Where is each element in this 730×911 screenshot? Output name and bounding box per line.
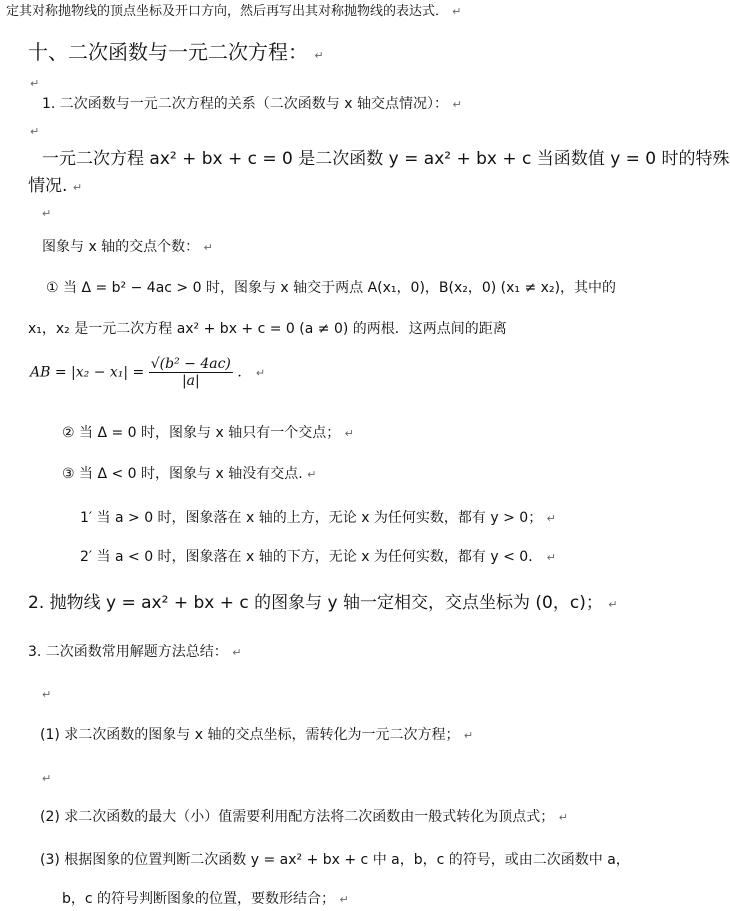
subcase-text: 2′ 当 a < 0 时，图象落在 x 轴的下方，无论 x 为任何实数，都有 y < 0． [80,549,543,565]
subcase-line [80,546,556,566]
return-mark-icon: ↵ [608,598,618,611]
blank-line [42,683,51,702]
text-line [6,0,461,19]
paragraph-text: 图象与 x 轴的交点个数： [42,239,200,255]
return-mark-icon: ↵ [255,366,266,380]
paragraph-line [42,236,213,256]
paragraph-text: 情况. [28,176,68,196]
section-heading [28,36,324,65]
return-mark-icon: ↵ [546,512,556,525]
case-text: ③ 当 Δ < 0 时，图象与 x 轴没有交点. [62,466,303,482]
method-text: b，c 的符号判断图象的位置，要数形结合； [62,891,336,907]
subheading-text: 3. 二次函数常用解题方法总结： [28,644,228,660]
return-mark-icon: ↵ [42,772,52,785]
method-text: (2) 求二次函数的最大（小）值需要利用配方法将二次函数由一般式转化为顶点式； [40,809,555,825]
formula-fraction [149,356,233,389]
blank-line [30,120,39,139]
return-mark-icon: ↵ [30,125,40,138]
return-mark-icon: ↵ [463,729,474,742]
method-text: (3) 根据图象的位置判断二次函数 y = ax² + bx + c 中 a，b，c 的符号，或由二次函数中 a， [40,852,630,868]
return-mark-icon: ↵ [72,181,83,194]
method-line [40,849,630,869]
subheading-text: 2. 抛物线 y = ax² + bx + c 的图象与 y 轴一定相交，交点坐标为 (0，c)； [28,593,603,613]
distance-formula [30,356,265,389]
return-mark-icon: ↵ [339,893,349,906]
method-line [40,724,473,744]
return-mark-icon: ↵ [307,468,317,481]
return-mark-icon: ↵ [30,77,40,90]
return-mark-icon: ↵ [203,241,213,254]
blank-line [42,767,51,786]
return-mark-icon: ↵ [42,688,52,701]
paragraph-text: 定其对称抛物线的顶点坐标及开口方向，然后再写出其对称抛物线的表达式． [6,4,449,19]
case-line [28,318,507,338]
subcase-text: 1′ 当 a > 0 时，图象落在 x 轴的上方，无论 x 为任何实数，都有 y > 0； [80,510,543,526]
paragraph-text: 一元二次方程 ax² + bx + c = 0 是二次函数 y = ax² + bx + c 当函数值 y = 0 时的特殊 [42,149,730,169]
case-line [62,422,354,442]
case-text: x₁，x₂ 是一元二次方程 ax² + bx + c = 0 (a ≠ 0) 的两根．这两点间的距离 [28,321,507,337]
paragraph-line [28,171,82,196]
return-mark-icon: ↵ [452,5,462,18]
subheading-text: 1. 二次函数与一元二次方程的关系（二次函数与 x 轴交点情况）： [42,96,448,112]
method-line [40,806,568,826]
subheading [28,588,617,613]
return-mark-icon: ↵ [232,646,242,659]
fraction-numerator: √(b² − 4ac) [150,356,231,372]
method-text: (1) 求二次函数的图象与 x 轴的交点坐标，需转化为一元二次方程； [40,727,460,743]
case-text: ① 当 Δ = b² − 4ac > 0 时，图象与 x 轴交于两点 A(x₁，0)，B(x₂，0) (x₁ ≠ x₂)，其中的 [46,280,617,296]
heading-text: 十、二次函数与一元二次方程： [28,40,308,64]
formula-left: AB = |x₂ − x₁| = [30,364,145,381]
blank-line [42,202,51,221]
return-mark-icon: ↵ [558,811,568,824]
paragraph-line [42,144,730,169]
case-line [62,463,316,483]
return-mark-icon: ↵ [314,49,324,62]
blank-line [30,72,39,91]
return-mark-icon: ↵ [546,551,556,564]
return-mark-icon: ↵ [452,98,462,111]
case-line [46,277,616,297]
fraction-denominator: |a| [181,373,200,389]
subheading [42,93,462,113]
return-mark-icon: ↵ [344,427,354,440]
return-mark-icon: ↵ [42,207,52,220]
subheading [28,641,241,661]
method-line [62,888,349,908]
formula-end: ． [237,364,252,381]
case-text: ② 当 Δ = 0 时，图象与 x 轴只有一个交点； [62,425,341,441]
subcase-line [80,507,556,527]
